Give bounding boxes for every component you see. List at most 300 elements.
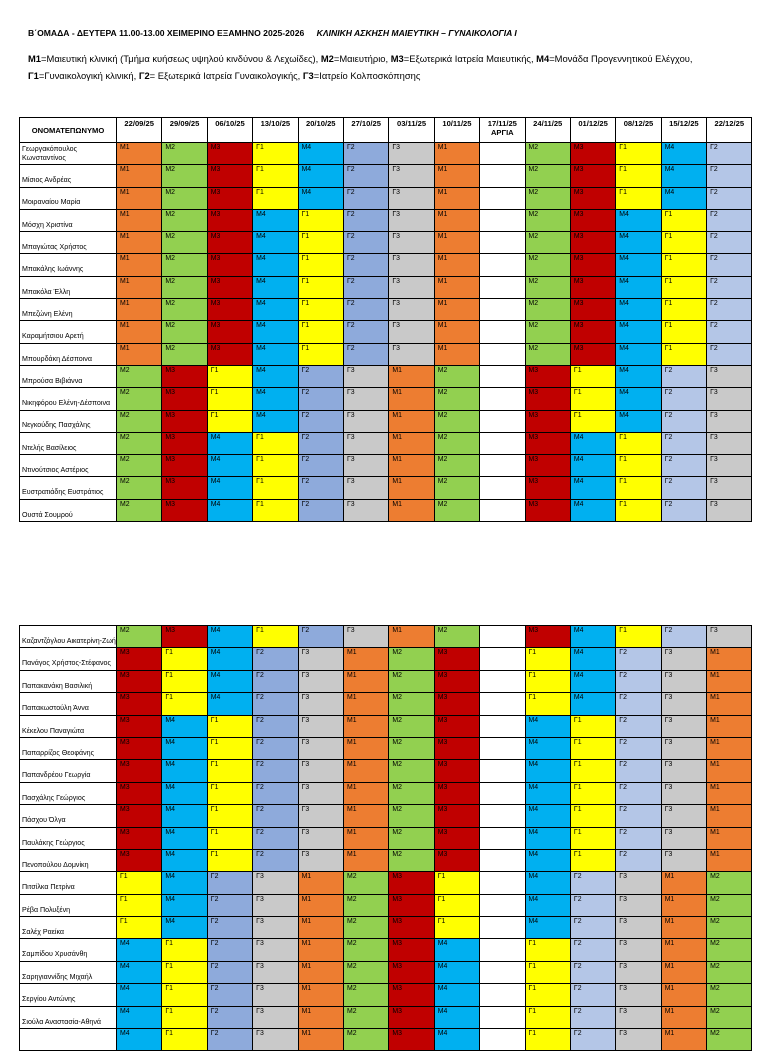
assignment-cell: Μ4 <box>570 499 615 521</box>
table-row <box>20 343 752 365</box>
assignment-cell: Μ4 <box>253 343 298 365</box>
assignment-cell <box>480 737 525 759</box>
assignment-cell: Γ3 <box>253 984 298 1006</box>
assignment-cell: Μ3 <box>207 187 252 209</box>
legend-code: Γ2 <box>138 70 150 81</box>
assignment-cell: Γ3 <box>389 343 434 365</box>
assignment-cell: Μ1 <box>389 432 434 454</box>
assignment-cell <box>480 276 525 298</box>
table-row <box>20 827 752 849</box>
assignment-cell: Γ1 <box>570 760 615 782</box>
assignment-cell: Μ4 <box>434 961 479 983</box>
assignment-cell: Γ2 <box>616 849 661 871</box>
assignment-cell: Μ4 <box>525 805 570 827</box>
assignment-cell: Μ3 <box>389 1029 434 1051</box>
assignment-cell: Μ1 <box>117 143 162 165</box>
date-column-header: 06/10/25 <box>207 118 252 143</box>
assignment-cell: Γ1 <box>207 365 252 387</box>
assignment-cell: Γ3 <box>389 143 434 165</box>
table-row <box>20 760 752 782</box>
assignment-cell <box>480 143 525 165</box>
assignment-cell: Γ1 <box>117 917 162 939</box>
assignment-cell: Μ4 <box>434 939 479 961</box>
assignment-cell: Μ4 <box>525 827 570 849</box>
assignment-cell: Γ2 <box>253 782 298 804</box>
assignment-cell: Γ1 <box>298 232 343 254</box>
assignment-cell: Γ1 <box>525 984 570 1006</box>
assignment-cell: Γ1 <box>253 187 298 209</box>
assignment-cell: Γ1 <box>570 715 615 737</box>
assignment-cell: Μ3 <box>207 321 252 343</box>
assignment-cell: Μ3 <box>434 670 479 692</box>
assignment-cell: Γ1 <box>570 827 615 849</box>
table-row <box>20 388 752 410</box>
assignment-cell: Μ1 <box>434 343 479 365</box>
assignment-cell <box>480 365 525 387</box>
assignment-cell: Γ2 <box>661 455 706 477</box>
assignment-cell: Μ2 <box>117 455 162 477</box>
student-name: Παπακανάκη Βασιλική <box>20 670 117 692</box>
assignment-cell <box>480 410 525 432</box>
assignment-cell: Γ3 <box>298 782 343 804</box>
assignment-cell: Γ3 <box>343 432 388 454</box>
table-row <box>20 648 752 670</box>
table-row <box>20 276 752 298</box>
assignment-cell: Μ2 <box>707 984 752 1006</box>
assignment-cell: Γ3 <box>616 872 661 894</box>
assignment-cell: Μ1 <box>298 1006 343 1028</box>
assignment-cell: Μ1 <box>661 939 706 961</box>
assignment-cell: Γ3 <box>661 737 706 759</box>
assignment-cell: Γ3 <box>707 477 752 499</box>
student-name: Πανάγος Χρήστος-Στέφανος <box>20 648 117 670</box>
assignment-cell: Γ2 <box>207 961 252 983</box>
assignment-cell <box>480 670 525 692</box>
assignment-cell: Μ3 <box>570 232 615 254</box>
table-row <box>20 209 752 231</box>
assignment-cell <box>480 872 525 894</box>
assignment-cell <box>480 299 525 321</box>
assignment-cell: Μ1 <box>117 232 162 254</box>
student-name: Μπεζώνη Ελένη <box>20 299 117 321</box>
assignment-cell: Μ1 <box>707 849 752 871</box>
assignment-cell: Μ1 <box>434 165 479 187</box>
student-name: Μπακόλα Έλλη <box>20 276 117 298</box>
table-row <box>20 477 752 499</box>
table-row <box>20 984 752 1006</box>
student-name: Σαλέχ Ραείκα <box>20 917 117 939</box>
assignment-cell: Γ3 <box>616 961 661 983</box>
assignment-cell: Μ1 <box>117 254 162 276</box>
assignment-cell <box>480 939 525 961</box>
assignment-cell: Μ4 <box>162 917 207 939</box>
assignment-cell: Μ4 <box>570 670 615 692</box>
assignment-cell: Μ2 <box>162 209 207 231</box>
assignment-cell: Γ3 <box>616 917 661 939</box>
assignment-cell: Γ2 <box>707 187 752 209</box>
assignment-cell <box>480 343 525 365</box>
assignment-cell <box>480 187 525 209</box>
assignment-cell: Μ4 <box>253 321 298 343</box>
assignment-cell: Γ2 <box>253 693 298 715</box>
student-name: Πάσχου Όλγα <box>20 805 117 827</box>
assignment-cell: Μ2 <box>162 276 207 298</box>
assignment-cell: Μ4 <box>253 410 298 432</box>
assignment-cell: Μ3 <box>162 499 207 521</box>
table-row <box>20 365 752 387</box>
assignment-cell: Μ2 <box>343 917 388 939</box>
assignment-cell: Μ4 <box>525 849 570 871</box>
assignment-cell: Μ4 <box>207 432 252 454</box>
assignment-cell: Μ4 <box>570 648 615 670</box>
assignment-cell: Γ1 <box>253 499 298 521</box>
assignment-cell: Μ3 <box>389 939 434 961</box>
assignment-cell: Γ2 <box>616 670 661 692</box>
table-row <box>20 670 752 692</box>
assignment-cell: Μ4 <box>570 626 615 648</box>
assignment-cell: Μ4 <box>525 872 570 894</box>
assignment-cell: Μ1 <box>389 388 434 410</box>
assignment-cell: Γ2 <box>207 939 252 961</box>
assignment-cell <box>480 961 525 983</box>
assignment-cell: Μ4 <box>162 760 207 782</box>
assignment-cell: Μ2 <box>117 499 162 521</box>
assignment-cell: Γ3 <box>298 805 343 827</box>
assignment-cell: Γ1 <box>207 805 252 827</box>
assignment-cell: Γ1 <box>525 670 570 692</box>
assignment-cell: Μ2 <box>117 410 162 432</box>
assignment-cell: Γ2 <box>207 1029 252 1051</box>
assignment-cell: Μ1 <box>434 254 479 276</box>
assignment-cell: Μ3 <box>389 894 434 916</box>
assignment-cell: Μ2 <box>525 299 570 321</box>
assignment-cell: Μ2 <box>525 321 570 343</box>
assignment-cell: Γ1 <box>117 894 162 916</box>
assignment-cell: Μ3 <box>570 209 615 231</box>
assignment-cell: Γ3 <box>707 626 752 648</box>
assignment-cell: Μ1 <box>434 209 479 231</box>
assignment-cell: Μ3 <box>570 299 615 321</box>
assignment-cell: Γ3 <box>298 670 343 692</box>
assignment-cell: Μ4 <box>162 872 207 894</box>
assignment-cell <box>480 693 525 715</box>
assignment-cell: Μ3 <box>434 827 479 849</box>
assignment-cell: Γ2 <box>253 715 298 737</box>
assignment-cell: Μ4 <box>117 984 162 1006</box>
assignment-cell: Γ2 <box>616 782 661 804</box>
assignment-cell: Μ3 <box>117 670 162 692</box>
assignment-cell: Γ3 <box>661 827 706 849</box>
assignment-cell: Μ2 <box>434 626 479 648</box>
assignment-cell: Μ4 <box>434 984 479 1006</box>
assignment-cell: Μ3 <box>570 187 615 209</box>
assignment-cell: Μ1 <box>434 299 479 321</box>
assignment-cell: Γ2 <box>707 165 752 187</box>
assignment-cell: Μ3 <box>525 432 570 454</box>
assignment-cell: Μ3 <box>570 276 615 298</box>
assignment-cell: Μ4 <box>162 827 207 849</box>
assignment-cell: Μ2 <box>162 165 207 187</box>
date-column-header: 22/12/25 <box>707 118 752 143</box>
student-name: Μπαγιώτας Χρήστος <box>20 232 117 254</box>
assignment-cell: Μ4 <box>570 693 615 715</box>
assignment-cell: Γ2 <box>207 1006 252 1028</box>
assignment-cell: Γ1 <box>162 670 207 692</box>
assignment-cell: Μ2 <box>343 894 388 916</box>
assignment-cell: Γ3 <box>661 805 706 827</box>
assignment-cell: Γ3 <box>661 648 706 670</box>
assignment-cell: Γ2 <box>570 917 615 939</box>
assignment-cell: Γ2 <box>207 872 252 894</box>
assignment-cell: Γ1 <box>207 782 252 804</box>
assignment-cell: Γ3 <box>389 321 434 343</box>
legend-text: =Εξωτερικά Ιατρεία Μαιευτικής, <box>403 53 537 64</box>
assignment-cell: Γ1 <box>616 477 661 499</box>
table-row <box>20 917 752 939</box>
assignment-cell: Γ2 <box>661 410 706 432</box>
assignment-cell: Γ2 <box>343 165 388 187</box>
assignment-cell: Μ3 <box>162 477 207 499</box>
assignment-cell: Γ2 <box>570 984 615 1006</box>
assignment-cell: Γ1 <box>207 760 252 782</box>
assignment-cell: Γ3 <box>707 432 752 454</box>
assignment-cell: Γ3 <box>253 939 298 961</box>
assignment-cell: Γ3 <box>616 894 661 916</box>
assignment-cell: Γ3 <box>253 872 298 894</box>
student-name: Γεωργακόπουλος Κωνσταντίνος <box>20 143 117 165</box>
table-row <box>20 939 752 961</box>
assignment-cell: Γ3 <box>253 917 298 939</box>
legend-text: = Εξωτερικά Ιατρεία Γυναικολογικής, <box>149 70 303 81</box>
assignment-cell: Γ3 <box>253 961 298 983</box>
student-name: Μοιραναίου Μαρία <box>20 187 117 209</box>
assignment-cell: Μ4 <box>525 894 570 916</box>
assignment-cell: Μ4 <box>616 321 661 343</box>
assignment-cell: Μ1 <box>389 455 434 477</box>
assignment-cell: Μ1 <box>343 805 388 827</box>
assignment-cell: Μ4 <box>570 477 615 499</box>
assignment-cell: Μ3 <box>117 849 162 871</box>
assignment-cell: Μ1 <box>661 1029 706 1051</box>
assignment-cell: Γ3 <box>298 760 343 782</box>
table-row <box>20 737 752 759</box>
assignment-cell: Μ3 <box>207 343 252 365</box>
assignment-cell: Μ4 <box>117 961 162 983</box>
assignment-cell: Γ1 <box>661 276 706 298</box>
assignment-cell: Γ1 <box>434 894 479 916</box>
assignment-cell: Μ1 <box>661 984 706 1006</box>
assignment-cell: Γ3 <box>389 165 434 187</box>
student-name: Πιτσίλκα Πετρίνα <box>20 872 117 894</box>
assignment-cell <box>480 209 525 231</box>
student-name <box>20 1029 117 1051</box>
assignment-cell: Μ2 <box>162 232 207 254</box>
assignment-cell: Μ1 <box>707 760 752 782</box>
assignment-cell: Μ1 <box>117 321 162 343</box>
assignment-cell: Γ1 <box>162 693 207 715</box>
assignment-cell: Μ2 <box>707 894 752 916</box>
assignment-cell <box>480 626 525 648</box>
assignment-cell: Γ1 <box>661 209 706 231</box>
assignment-cell: Γ1 <box>616 499 661 521</box>
assignment-cell: Μ2 <box>162 187 207 209</box>
legend-text: =Μαιευτική κλινική (Τμήμα κυήσεως υψηλού κινδύνου & Λεχωίδες), <box>41 53 321 64</box>
legend-text: =Γυναικολογική κλινική, <box>38 70 139 81</box>
assignment-cell: Μ4 <box>434 1006 479 1028</box>
table-row <box>20 299 752 321</box>
assignment-cell: Γ3 <box>616 1029 661 1051</box>
assignment-cell: Γ1 <box>298 276 343 298</box>
student-name: Ντελής Βασίλειος <box>20 432 117 454</box>
assignment-cell: Γ2 <box>298 410 343 432</box>
assignment-cell: Γ1 <box>661 321 706 343</box>
assignment-cell: Γ3 <box>298 693 343 715</box>
legend-text: =Μαιευτήριο, <box>333 53 391 64</box>
table-row <box>20 232 752 254</box>
assignment-cell: Γ3 <box>343 365 388 387</box>
assignment-cell: Γ2 <box>343 276 388 298</box>
assignment-cell: Γ3 <box>661 715 706 737</box>
assignment-cell: Γ2 <box>707 299 752 321</box>
assignment-cell: Μ4 <box>253 299 298 321</box>
assignment-cell: Γ1 <box>616 455 661 477</box>
assignment-cell: Μ3 <box>570 254 615 276</box>
assignment-cell: Μ4 <box>117 1029 162 1051</box>
assignment-cell: Γ2 <box>343 143 388 165</box>
assignment-cell: Γ1 <box>525 648 570 670</box>
assignment-cell: Μ4 <box>207 499 252 521</box>
assignment-cell: Γ1 <box>207 827 252 849</box>
assignment-cell: Μ3 <box>389 984 434 1006</box>
assignment-cell: Μ1 <box>117 299 162 321</box>
assignment-cell: Γ1 <box>298 343 343 365</box>
date-column-header: 20/10/25 <box>298 118 343 143</box>
assignment-cell: Μ1 <box>434 276 479 298</box>
assignment-cell <box>480 455 525 477</box>
student-name: Πασχάλης Γεώργιος <box>20 782 117 804</box>
assignment-cell: Μ2 <box>525 209 570 231</box>
assignment-cell: Γ1 <box>117 872 162 894</box>
assignment-cell: Μ3 <box>117 693 162 715</box>
assignment-cell: Γ2 <box>707 209 752 231</box>
student-name: Σαρηγιαννίδης Μιχαήλ <box>20 961 117 983</box>
assignment-cell: Μ2 <box>707 872 752 894</box>
student-name: Μόσχη Χριστίνα <box>20 209 117 231</box>
assignment-cell: Μ2 <box>707 961 752 983</box>
date-column-header: 27/10/25 <box>343 118 388 143</box>
assignment-cell: Μ1 <box>707 693 752 715</box>
date-column-header: 13/10/25 <box>253 118 298 143</box>
assignment-cell: Γ2 <box>570 1029 615 1051</box>
student-name: Παπαρρίζος Θεοφάνης <box>20 737 117 759</box>
assignment-cell: Μ1 <box>707 805 752 827</box>
student-name: Σεργίου Αντώνης <box>20 984 117 1006</box>
legend-text: =Ιατρείο Κολποσκόπησης <box>313 70 421 81</box>
assignment-cell: Μ4 <box>616 209 661 231</box>
assignment-cell: Μ1 <box>117 343 162 365</box>
assignment-cell: Μ1 <box>661 894 706 916</box>
assignment-cell: Μ3 <box>434 648 479 670</box>
assignment-cell: Γ1 <box>616 143 661 165</box>
assignment-cell: Γ1 <box>298 321 343 343</box>
table-row <box>20 715 752 737</box>
assignment-cell: Μ3 <box>525 455 570 477</box>
date-column-header: 15/12/25 <box>661 118 706 143</box>
assignment-cell: Γ2 <box>570 961 615 983</box>
assignment-cell: Γ2 <box>207 917 252 939</box>
assignment-cell: Μ2 <box>162 299 207 321</box>
table-row <box>20 165 752 187</box>
assignment-cell <box>480 254 525 276</box>
assignment-cell: Γ1 <box>661 343 706 365</box>
assignment-cell: Γ2 <box>616 805 661 827</box>
assignment-cell: Γ1 <box>525 693 570 715</box>
assignment-cell: Γ1 <box>434 872 479 894</box>
assignment-cell: Γ1 <box>253 455 298 477</box>
assignment-cell: Γ3 <box>389 209 434 231</box>
assignment-cell: Μ3 <box>117 737 162 759</box>
table-row <box>20 961 752 983</box>
assignment-cell: Μ3 <box>434 805 479 827</box>
assignment-cell: Γ3 <box>707 499 752 521</box>
assignment-cell: Μ4 <box>298 187 343 209</box>
assignment-cell: Γ3 <box>616 939 661 961</box>
assignment-cell: Μ1 <box>707 827 752 849</box>
assignment-cell: Γ1 <box>616 187 661 209</box>
assignment-cell: Μ2 <box>525 165 570 187</box>
assignment-cell: Μ2 <box>525 276 570 298</box>
assignment-cell <box>480 1006 525 1028</box>
assignment-cell: Γ1 <box>570 410 615 432</box>
legend-code: Μ4 <box>536 53 550 64</box>
assignment-cell: Μ3 <box>162 626 207 648</box>
assignment-cell: Μ4 <box>253 254 298 276</box>
assignment-cell: Μ3 <box>117 760 162 782</box>
assignment-cell: Μ2 <box>434 410 479 432</box>
assignment-cell: Μ4 <box>207 670 252 692</box>
assignment-cell: Γ1 <box>162 984 207 1006</box>
assignment-cell: Μ4 <box>117 939 162 961</box>
assignment-cell: Γ3 <box>343 455 388 477</box>
assignment-cell: Γ1 <box>525 1006 570 1028</box>
assignment-cell: Γ2 <box>616 760 661 782</box>
assignment-cell: Μ3 <box>525 410 570 432</box>
table-row <box>20 894 752 916</box>
assignment-cell: Μ3 <box>525 477 570 499</box>
assignment-cell: Γ3 <box>707 365 752 387</box>
assignment-cell: Μ2 <box>343 1006 388 1028</box>
assignment-cell: Μ3 <box>525 499 570 521</box>
assignment-cell <box>480 805 525 827</box>
assignment-cell: Μ2 <box>434 499 479 521</box>
date-column-header: 24/11/25 <box>525 118 570 143</box>
assignment-cell: Μ2 <box>343 872 388 894</box>
assignment-cell: Μ3 <box>207 232 252 254</box>
assignment-cell: Μ1 <box>298 939 343 961</box>
assignment-cell: Γ3 <box>343 499 388 521</box>
assignment-cell: Γ1 <box>525 1029 570 1051</box>
assignment-cell: Μ1 <box>661 872 706 894</box>
assignment-cell: Γ1 <box>162 1029 207 1051</box>
assignment-cell: Γ1 <box>207 410 252 432</box>
assignment-cell: Γ2 <box>298 477 343 499</box>
assignment-cell <box>480 984 525 1006</box>
assignment-cell: Γ3 <box>343 410 388 432</box>
assignment-cell: Γ2 <box>707 254 752 276</box>
assignment-cell: Γ2 <box>207 894 252 916</box>
assignment-cell: Μ3 <box>162 365 207 387</box>
assignment-cell: Μ1 <box>343 693 388 715</box>
